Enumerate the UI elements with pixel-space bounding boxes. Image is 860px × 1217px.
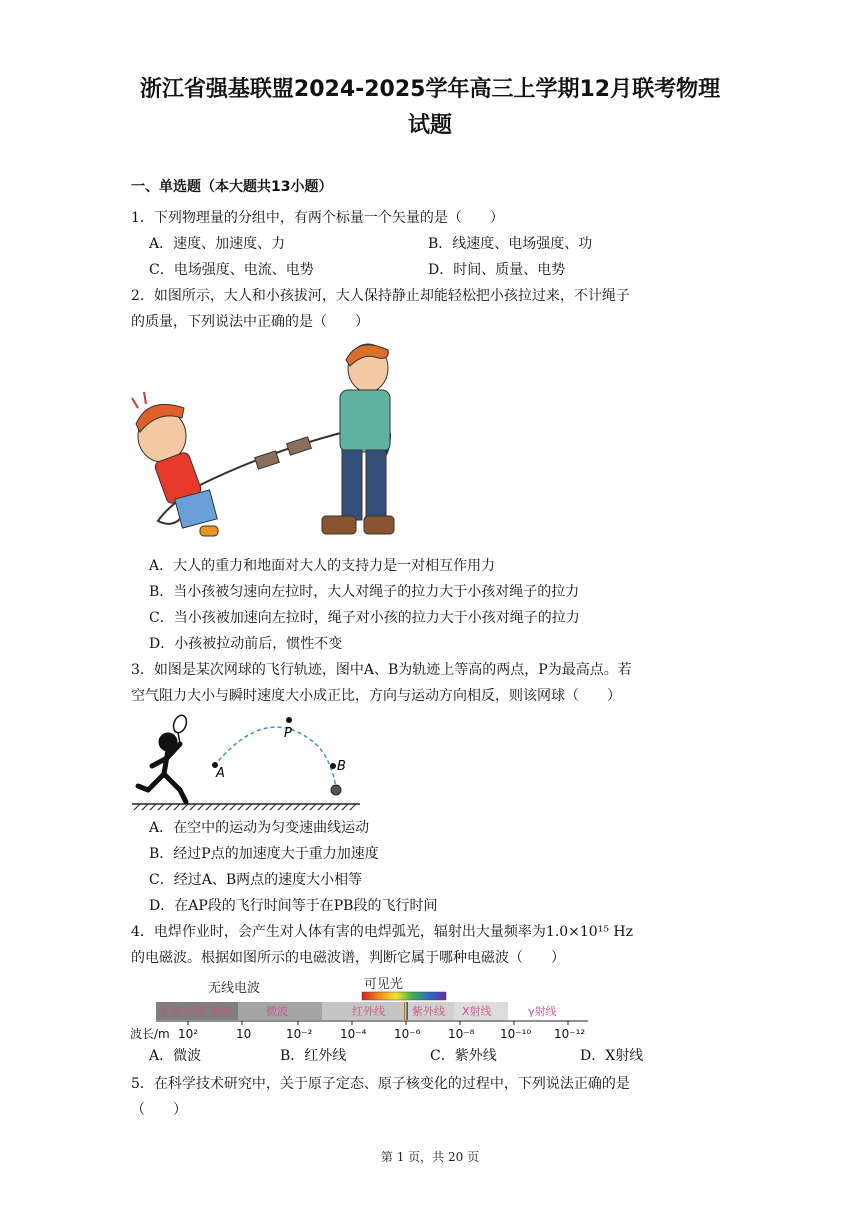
trajectory-curve [214, 727, 336, 788]
visible-light-label: 可见光 [364, 977, 404, 992]
point-b [330, 763, 336, 769]
page-title [80, 72, 780, 144]
band-visible [404, 1002, 408, 1020]
q2-stem-line-2: 的质量，下列说法中正确的是（ ） [131, 314, 369, 330]
axis-ticks [188, 1021, 568, 1025]
q4-stem-line-1: 4．电焊作业时，会产生对人体有害的电焊弧光，辐射出大量频率为1.0×10¹⁵ Hz [131, 924, 633, 940]
q4-option-a: A．微波 [149, 1048, 202, 1064]
q2-stem-line-1: 2．如图所示，大人和小孩拔河，大人保持静止却能轻松把小孩拉过来，不计绳子 [131, 288, 630, 304]
rope-marker-1 [255, 451, 280, 469]
q1-option-b: B．线速度、电场强度、功 [428, 236, 593, 252]
axis-tick-labels [130, 1026, 585, 1041]
q3-stem-line-1: 3．如图是某次网球的飞行轨迹，图中A、B为轨迹上等高的两点，P为最高点。若 [131, 662, 632, 678]
band-label-medium: 中波 [184, 1005, 206, 1018]
band-label-microwave: 微波 [266, 1005, 288, 1018]
axis-label: 波长/m [130, 1027, 170, 1041]
ground-hatch [134, 804, 356, 810]
tick-label-5: 10⁻⁸ [448, 1027, 475, 1041]
q3-option-d: D．在AP段的飞行时间等于在PB段的飞行时间 [149, 898, 438, 914]
em-spectrum-figure [128, 974, 598, 1046]
band-label-infrared: 红外线 [352, 1005, 385, 1018]
tick-label-1: 10 [236, 1027, 252, 1041]
q3-option-c: C．经过A、B两点的速度大小相等 [149, 872, 363, 888]
band-label-long: 长波 [160, 1005, 182, 1018]
adult-figure [322, 344, 394, 534]
rope-marker-2 [287, 437, 312, 455]
q2-option-c: C．当小孩被加速向左拉时，绳子对小孩的拉力大于小孩对绳子的拉力 [149, 610, 580, 626]
page-footer: 第 1 页，共 20 页 [380, 1150, 480, 1164]
q4-option-d: D．X射线 [580, 1048, 644, 1064]
visible-light-gradient [362, 992, 446, 1000]
band-label-gamma: γ射线 [528, 1005, 557, 1018]
tick-label-4: 10⁻⁶ [394, 1027, 421, 1041]
label-p: P [284, 726, 292, 741]
q1-stem: 1．下列物理量的分组中，有两个标量一个矢量的是（ ） [131, 210, 504, 226]
player-figure [138, 735, 186, 802]
q4-option-c: C．紫外线 [430, 1048, 497, 1064]
point-p [286, 717, 292, 723]
racket-head [171, 713, 188, 734]
q5-stem-line-1: 5．在科学技术研究中，关于原子定态、原子核变化的过程中，下列说法正确的是 [131, 1076, 630, 1092]
title-line-2: 试题 [407, 113, 452, 138]
q5-stem-line-2: （ ） [131, 1102, 187, 1118]
tick-label-7: 10⁻¹² [554, 1027, 586, 1041]
q1-option-c: C．电场强度、电流、电势 [149, 262, 314, 278]
tick-label-3: 10⁻⁴ [340, 1027, 367, 1041]
label-b: B [337, 759, 346, 774]
q4-stem-line-2: 的电磁波。根据如图所示的电磁波谱，判断它属于哪种电磁波（ ） [131, 950, 565, 966]
tick-label-0: 10² [178, 1027, 199, 1041]
band-label-ultraviolet: 紫外线 [412, 1005, 445, 1018]
tennis-trajectory-figure [128, 710, 368, 814]
label-a: A [216, 766, 225, 781]
tug-of-war-figure [128, 336, 408, 552]
q2-option-d: D．小孩被拉动前后，惯性不变 [149, 636, 343, 652]
q3-option-b: B．经过P点的加速度大于重力加速度 [149, 846, 379, 862]
q2-option-a: A．大人的重力和地面对大人的支持力是一对相互作用力 [149, 558, 496, 574]
radio-wave-label: 无线电波 [208, 981, 261, 996]
tick-label-2: 10⁻² [286, 1027, 313, 1041]
q2-option-b: B．当小孩被匀速向左拉时，大人对绳子的拉力大于小孩对绳子的拉力 [149, 584, 580, 600]
q1-option-a: A．速度、加速度、力 [149, 236, 286, 252]
q3-stem-line-2: 空气阻力大小与瞬时速度大小成正比，方向与运动方向相反，则该网球（ ） [131, 688, 621, 704]
band-label-short: 短波 [210, 1005, 232, 1018]
section-heading: 一、单选题（本大题共13小题） [131, 179, 333, 195]
band-label-xray: X射线 [462, 1005, 492, 1018]
q4-option-b: B．红外线 [280, 1048, 347, 1064]
q3-option-a: A．在空中的运动为匀变速曲线运动 [149, 820, 370, 836]
tick-label-6: 10⁻¹⁰ [500, 1027, 532, 1041]
child-figure [132, 392, 218, 536]
title-line-1: 浙江省强基联盟2024-2025学年高三上学期12月联考物理 [139, 77, 721, 102]
tennis-ball [331, 785, 341, 795]
q1-option-d: D．时间、质量、电势 [428, 262, 566, 278]
